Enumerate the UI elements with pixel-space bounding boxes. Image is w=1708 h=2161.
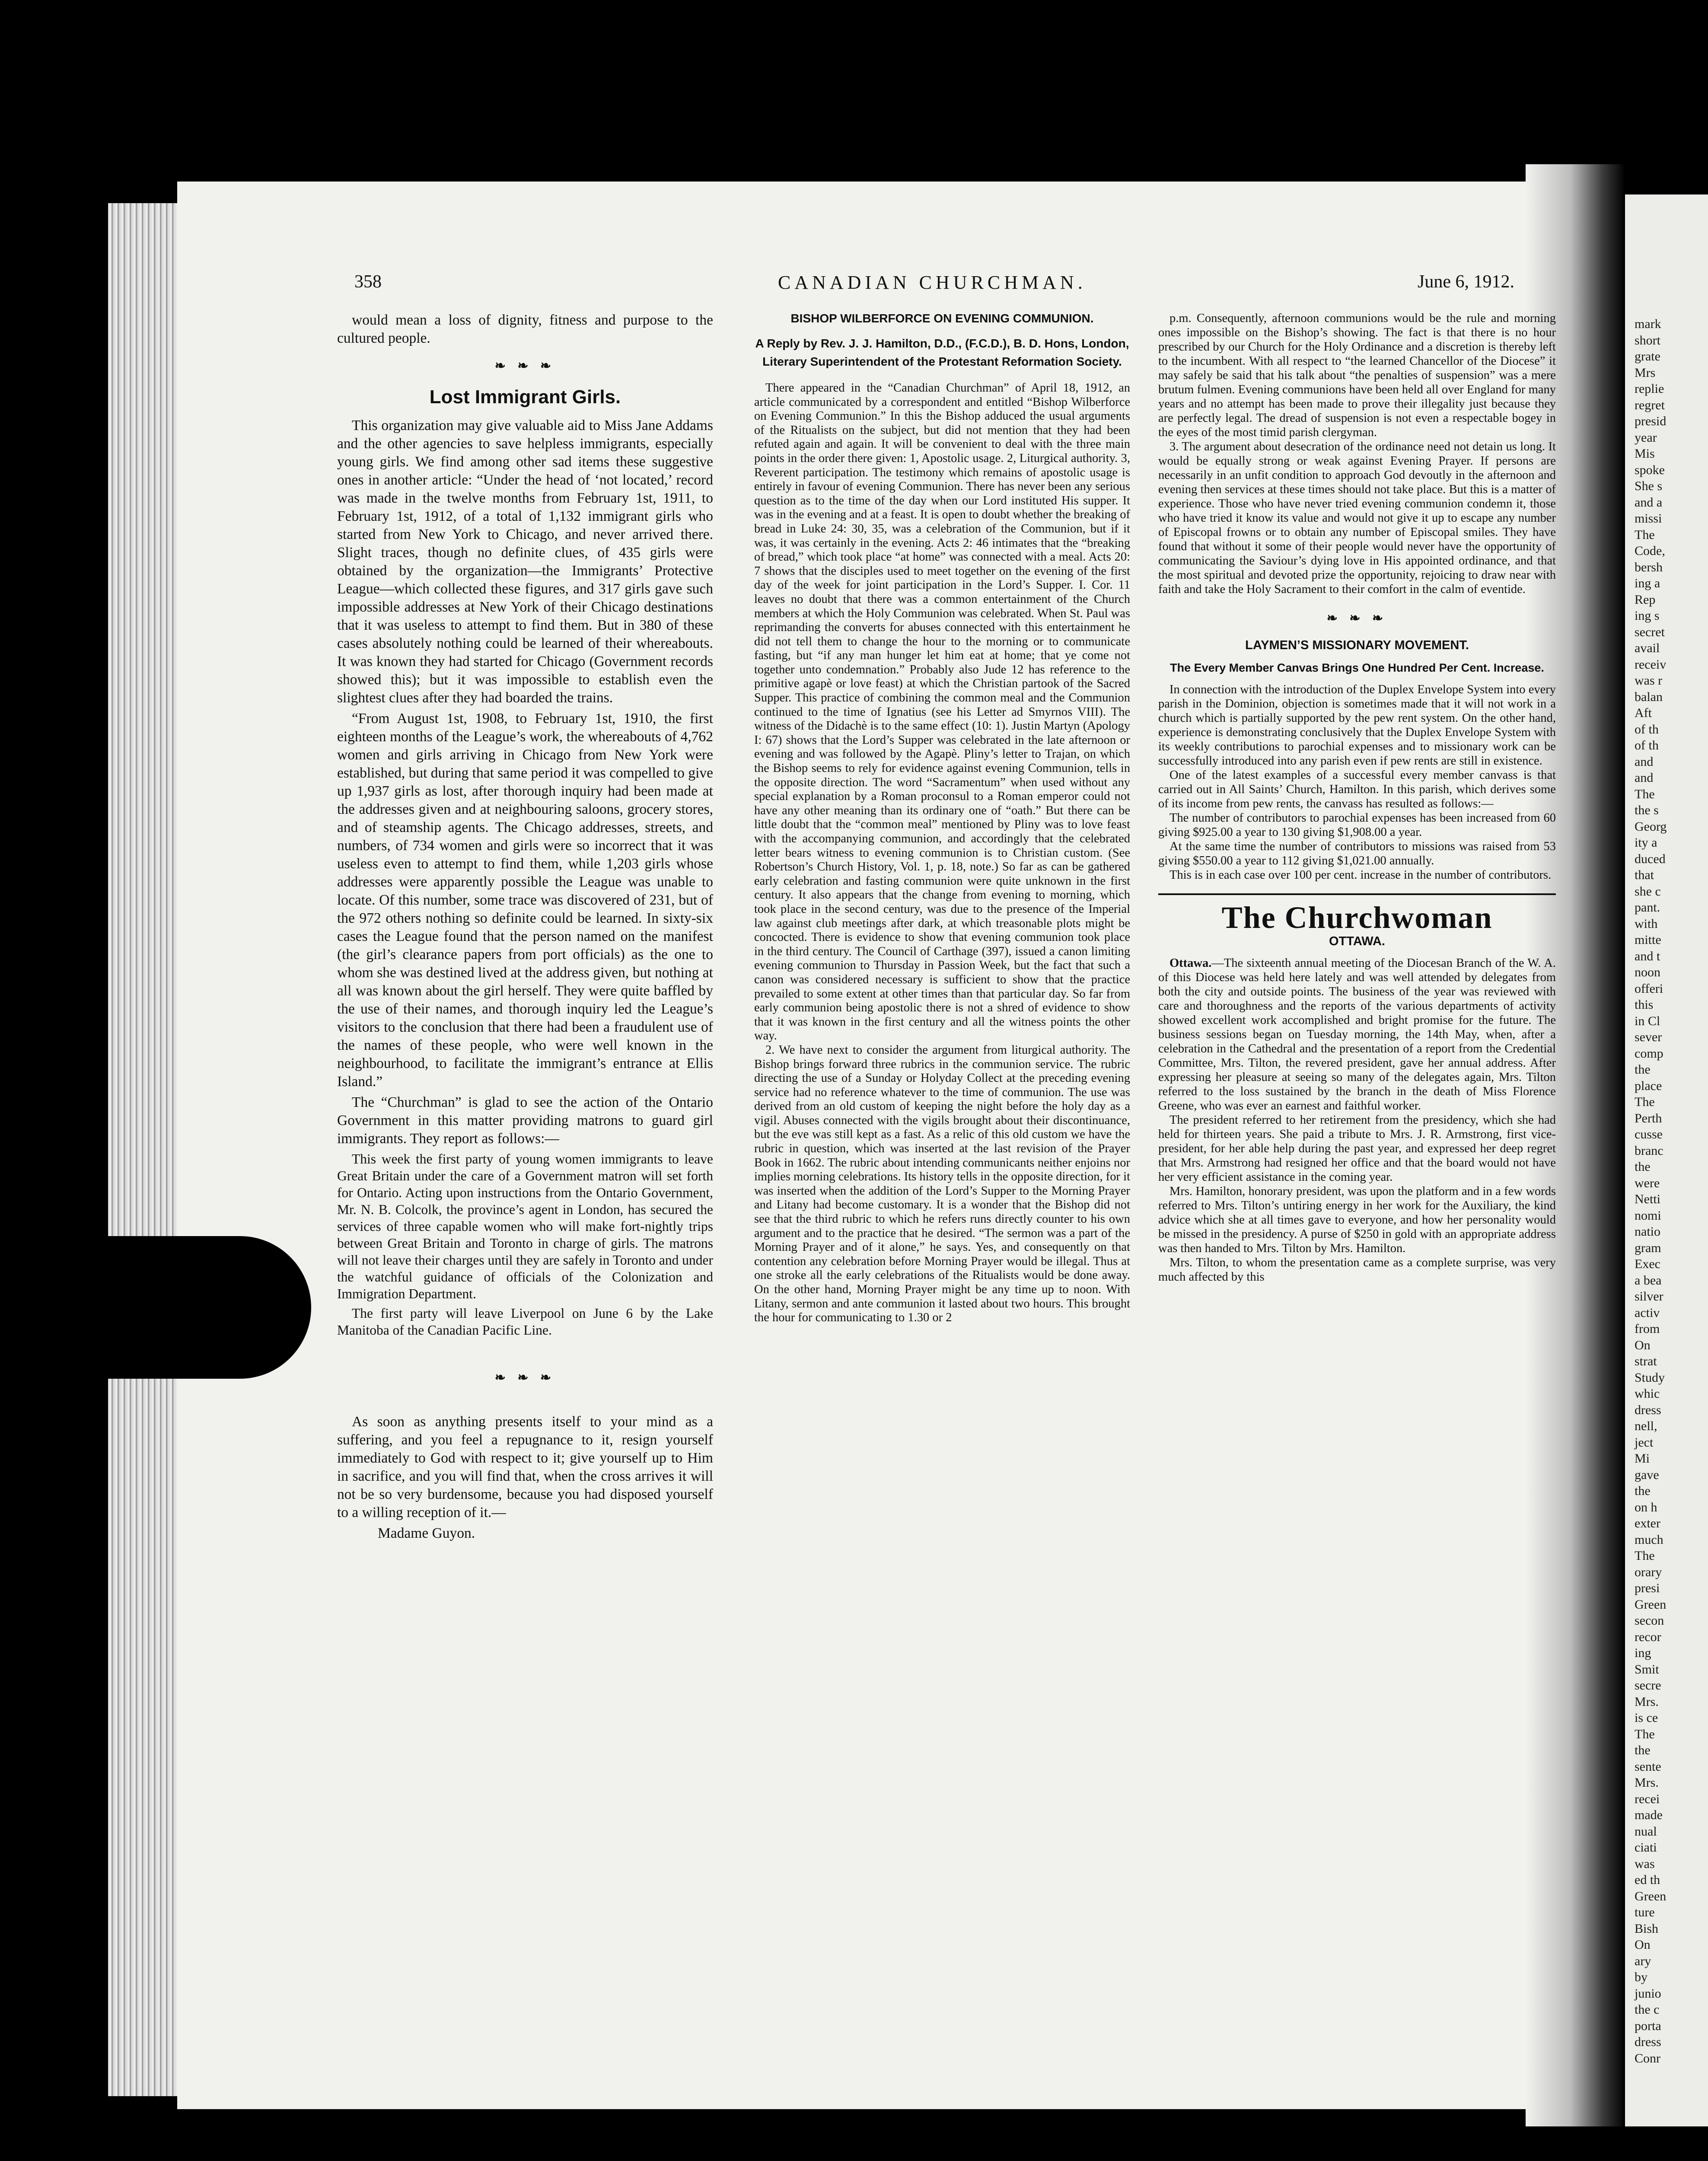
paragraph: One of the latest examples of a successful every member canvass is that carried out in All Saints’ Church, Hamilton. In this parish, which derives some of its income from pew rents, the canvass has resulted as follows:— xyxy=(1158,768,1556,810)
facing-page-fragment: secre xyxy=(1635,1678,1661,1692)
facing-page-fragment: receiv xyxy=(1635,657,1667,672)
section-separator: ❧ ❧ ❧ xyxy=(494,359,556,373)
facing-page-fragment: she c xyxy=(1635,884,1661,899)
facing-page-fragment: nual xyxy=(1635,1824,1657,1839)
facing-page-fragment: nomi xyxy=(1635,1208,1661,1223)
facing-page-fragment: much xyxy=(1635,1532,1663,1547)
facing-page-fragment: ciati xyxy=(1635,1840,1657,1855)
masthead: CANADIAN CHURCHMAN. xyxy=(778,272,1087,293)
facing-page-fragment: Conr xyxy=(1635,2051,1660,2065)
facing-page-fragment: Study xyxy=(1635,1370,1665,1385)
facing-page-fragment: natio xyxy=(1635,1224,1660,1239)
facing-page-fragment: The xyxy=(1635,1727,1655,1741)
facing-page-fragment: The xyxy=(1635,1095,1655,1109)
paragraph: p.m. Consequently, afternoon communions would be the rule and morning ones impossible on the Bishop’s showing. The fact is that there is no hour prescribed by our Church for the Holy Ordinance and a discretion is thereby left to the incumbent. With all respect to “the learned Chancellor of the Diocese” it may safely be said that his talk about “the penalties of suspension” was a mere brutum fulmen. Evening communions have been held all over England for many years and no attempt has been made to prove their illegality just because they are perfectly legal. The dread of suspension is not even a respectable bogey in the eyes of the most timid parish clergyman. xyxy=(1158,312,1556,439)
facing-page-fragment: dress xyxy=(1635,1402,1661,1417)
facing-page xyxy=(1625,194,1708,2126)
facing-page-fragment: made xyxy=(1635,1808,1663,1822)
facing-page-fragment: The xyxy=(1635,527,1655,542)
facing-page-fragment: Aft xyxy=(1635,706,1652,720)
facing-page-fragment: ing s xyxy=(1635,609,1660,623)
facing-page-fragment: recor xyxy=(1635,1629,1661,1644)
facing-page-fragment: presi xyxy=(1635,1581,1660,1595)
paragraph xyxy=(1158,956,1556,1113)
paragraph: Mrs. Hamilton, honorary president, was upon the platform and in a few words referred to Mrs. Tilton’s untiring energy in her work for the Auxiliary, the kind advice which she at all times gave to everyone, and how her personality would be missed in the presidency. A purse of $250 in gold with an appropriate address was then handed to Mrs. Tilton by Mrs. Hamilton. xyxy=(1158,1185,1556,1255)
facing-page-fragment: ject xyxy=(1635,1435,1654,1450)
facing-page-fragment: the xyxy=(1635,1160,1651,1174)
facing-page-fragment: short xyxy=(1635,333,1660,347)
facing-page-fragment: Rep xyxy=(1635,592,1656,607)
facing-page-fragment: Green xyxy=(1635,1597,1667,1612)
quotation-attribution: Madame Guyon. xyxy=(378,1525,475,1541)
facing-page-fragment: were xyxy=(1635,1176,1660,1190)
facing-page-fragment: year xyxy=(1635,430,1657,445)
facing-page-fragment: Green xyxy=(1635,1889,1667,1903)
facing-page-fragment: spoke xyxy=(1635,462,1665,477)
facing-page-fragment: with xyxy=(1635,916,1658,931)
facing-page-fragment: the c xyxy=(1635,2002,1660,2017)
facing-page-fragment: pant. xyxy=(1635,900,1660,915)
dateline: Ottawa. xyxy=(1169,956,1212,970)
scan-border-left xyxy=(0,0,108,2161)
column-1 xyxy=(337,311,713,1545)
page-number: 358 xyxy=(354,272,382,292)
quoted-paragraph: The first party will leave Liverpool on June 6 by the Lake Manitoba of the Canadian Pacific Line. xyxy=(337,1306,713,1338)
article-subtitle: The Every Member Canvas Brings One Hundred Per Cent. Increase. xyxy=(1170,661,1544,674)
facing-page-fragment: ity a xyxy=(1635,835,1657,850)
facing-page-fragment: mitte xyxy=(1635,933,1661,947)
facing-page-fragment: grate xyxy=(1635,349,1660,363)
article-title-lost-immigrant-girls: Lost Immigrant Girls. xyxy=(429,386,621,408)
paragraph: At the same time the number of contributors to missions was raised from 53 giving $550.00 a year to 112 giving $1,021.00 annually. xyxy=(1158,840,1556,867)
facing-page-fragment: Exec xyxy=(1635,1257,1660,1271)
facing-page-fragment: the xyxy=(1635,1484,1651,1498)
facing-page-fragment: duced xyxy=(1635,851,1666,866)
facing-page-fragment: on h xyxy=(1635,1500,1657,1514)
facing-page-fragment: junio xyxy=(1635,1986,1661,2001)
facing-page-fragment: She s xyxy=(1635,479,1663,493)
facing-page-fragment: sever xyxy=(1635,1030,1662,1044)
facing-page-fragment: noon xyxy=(1635,965,1660,979)
facing-page-fragment: activ xyxy=(1635,1305,1660,1320)
facing-page-fragment: strat xyxy=(1635,1354,1657,1368)
facing-page-fragment: was xyxy=(1635,1856,1655,1871)
facing-page-fragment: of th xyxy=(1635,738,1659,752)
facing-page-fragment: Netti xyxy=(1635,1192,1660,1206)
facing-page-fragment: Bish xyxy=(1635,1921,1659,1936)
article-title-evening-communion: BISHOP WILBERFORCE ON EVENING COMMUNION. xyxy=(790,312,1094,325)
paragraph: The number of contributors to parochial expenses has been increased from 60 giving $925.00 a year to 130 giving $1,908.00 a year. xyxy=(1158,811,1556,839)
facing-page-fragment: a bea xyxy=(1635,1273,1662,1288)
facing-page-fragment: the xyxy=(1635,1743,1651,1757)
facing-page-fragment: Mis xyxy=(1635,446,1655,461)
quotation-paragraph: As soon as anything presents itself to your mind as a suffering, and you feel a repugnance to it, resign yourself immediately to God with respect to it; give yourself up to Him in sacrifice, and you will find that, when the cross arrives it will not be so very burdensome, because you had disposed yourself to a willing reception of it.— xyxy=(337,1414,713,1520)
facing-page-fragment: dress xyxy=(1635,2035,1661,2049)
paragraph: 2. We have next to consider the argument from liturgical authority. The Bishop brings forward three rubrics in the communion service. The rubric directing the use of a Sunday or Holyday Collect at the preceding evening service had no reference whatever to the time of communion. The use was derived from an old custom of keeping the night before the holy day as a vigil. Abuses connected with the vigils brought about their discontinuance, but the eve was still kept as a fast. As a relic of this old custom we have the rubric in question, which was inserted at the last revision of the Prayer Book in 1662. The rubric about intending communicants neither enjoins nor implies morning celebrations. Its history tells in the opposite direction, for it was inserted when the addition of the Lord’s Supper to the Morning Prayer and Litany had become customary. It is a wonder that the Bishop did not see that the third rubric to which he refers runs directly counter to his own argument and to the practice that he desired. “The sermon was a part of the Morning Prayer and of it alone,” he says. Yes, and consequently on that contention any celebration before Morning Prayer would be illegal. Thus at one stroke all the early celebrations of the Ritualists would be done away. On the other hand, Morning Prayer might be any time up to noon. With Litany, sermon and ante communion it lasted about two hours. This brought the hour for communicating to 1.30 or 2 xyxy=(754,1043,1130,1325)
facing-page-fragment: offeri xyxy=(1635,981,1663,996)
facing-page-fragment: Mrs. xyxy=(1635,1694,1659,1709)
paragraph: This is in each case over 100 per cent. increase in the number of contributors. xyxy=(1169,868,1552,882)
quoted-paragraph: This week the first party of young women immigrants to leave Great Britain under the care of a Government matron will set forth for Ontario. Acting upon instructions from the Ontario Government, Mr. N. B. Colcolk, the province’s agent in London, has secured the services of three capable women who will make fort-nightly trips between Great Britain and Toronto in charge of girls. The matrons will not leave their charges until they are safely in Toronto and under the watchful guidance of officials of the Colonization and Immigration Department. xyxy=(337,1151,713,1301)
issue-date: June 6, 1912. xyxy=(1418,272,1514,292)
facing-page-fragment: ing xyxy=(1635,1646,1651,1660)
facing-page-fragment: silver xyxy=(1635,1289,1663,1304)
facing-page-fragment: of th xyxy=(1635,722,1659,736)
facing-page-fragment: Mrs. xyxy=(1635,1775,1659,1790)
facing-page-fragment: gram xyxy=(1635,1240,1661,1255)
section-title-churchwoman: The Churchwoman xyxy=(1221,900,1493,935)
paragraph-text: —The sixteenth annual meeting of the Diocesan Branch of the W. A. of this Diocese was held here lately and was well attended by delegates from both the city and outside points. The business of the year was reviewed with care and thoroughness and the reports of the various departments of activity showed excellent work accomplished and bright promise for the future. The business sessions began on Tuesday morning, the 14th May, when, after a celebration in the Cathedral and the presentation of a report from the Credential Committee, Mrs. Tilton, the revered president, gave her annual address. After expressing her pleasure at seeing so many of the delegates again, Mrs. Tilton referred to the loss sustained by the branch in the death of Miss Florence Greene, who was ever an earnest and faithful worker. xyxy=(1158,956,1556,1112)
facing-page-fragment: that xyxy=(1635,868,1654,882)
paragraph: In connection with the introduction of the Duplex Envelope System into every parish in the Dominion, objection is sometimes made that it will not work in a church which is partially supported by the pew rent system. On the other hand, experience is demonstrating conclusively that the Duplex Envelope System with its weekly contributions to parochial expenses and to missionary work can be successfully introduced into any parish even if pew rents are still in existence. xyxy=(1158,683,1556,768)
facing-page-fragment: missi xyxy=(1635,511,1662,526)
facing-page-fragment: On xyxy=(1635,1338,1651,1352)
facing-page-fragment: and t xyxy=(1635,949,1660,963)
section-separator: ❧ ❧ ❧ xyxy=(494,1371,556,1385)
facing-page-fragment: The xyxy=(1635,787,1655,801)
facing-page-fragment: by xyxy=(1635,1970,1647,1984)
paragraph: The “Churchman” is glad to see the action of the Ontario Government in this matter providing matrons to guard girl immigrants. They report as follows:— xyxy=(337,1094,713,1147)
facing-page-fragment: sente xyxy=(1635,1759,1661,1774)
section-separator: ❧ ❧ ❧ xyxy=(1326,611,1388,625)
facing-page-fragment: the xyxy=(1635,1062,1651,1077)
facing-page-fragment: exter xyxy=(1635,1516,1660,1530)
facing-page-fragment: Georg xyxy=(1635,819,1667,834)
facing-page-fragment: from xyxy=(1635,1322,1660,1336)
facing-page-fragment: Smit xyxy=(1635,1662,1659,1677)
facing-page-fragment: regret xyxy=(1635,398,1665,412)
facing-page-fragment: in Cl xyxy=(1635,1014,1660,1028)
paragraph: This organization may give valuable aid to Miss Jane Addams and the other agencies to save helpless immigrants, especially young girls. We find among other sad items these suggestive ones in another article: “Under the head of ‘not located,’ record was made in the twelve months from February 1st, 1911, to February 1st, 1912, of a total of 1,132 immigrant girls who started from New York to Chicago, and never arrived there. Slight traces, though no definite clues, of 435 girls were obtained by the organization—the Immigrants’ Protective League—which collected these figures, and 317 girls gave such impossible addresses at New York of their Chicago destinations that it was useless to attempt to find them. But in 380 of these cases absolutely nothing could be learned of their whereabouts. It was known they had started for Chicago (Government records showed this); but it was impossible to establish even the slightest clues after they had boarded the trains. xyxy=(337,418,713,706)
facing-page-fragment: Perth xyxy=(1635,1111,1662,1125)
facing-page-fragment: replie xyxy=(1635,382,1664,396)
column-3 xyxy=(1158,311,1556,1284)
article-title-laymens-missionary-movement: LAYMEN’S MISSIONARY MOVEMENT. xyxy=(1245,638,1469,652)
facing-page-fragment: Code, xyxy=(1635,544,1665,558)
facing-page-fragment: porta xyxy=(1635,2018,1661,2033)
facing-page-fragment: bersh xyxy=(1635,560,1663,574)
paragraph: 3. The argument about desecration of the ordinance need not detain us long. It would be equally strong or weak against Evening Prayer. If persons are necessarily in an unfit condition to approach God devoutly in the afternoon and evening then services at these times should not take place. But this is a matter of experience. Those who have never tried evening communion condemn it, those who have tried it know its value and would not give it up to escape any number of Episcopal frowns or to obtain any number of Episcopal smiles. They have found that without it some of their people would never have the opportunity of communicating the Saviour’s dying love in His appointed ordinance, and that the most spiritual and devoted prize the opportunity, rejoicing to draw near with faith and take the Holy Sacrament to their comfort in the calm of eventide. xyxy=(1158,440,1556,596)
carryover-text: would mean a loss of dignity, fitness and purpose to the cultured people. xyxy=(337,312,713,346)
facing-page-fragment: Mi xyxy=(1635,1451,1650,1466)
facing-page-fragment: balan xyxy=(1635,689,1663,704)
scanner-thumb xyxy=(0,1236,311,1379)
facing-page-fragment: avail xyxy=(1635,641,1660,655)
paragraph: The president referred to her retirement from the presidency, which she had held for thirteen years. She paid a tribute to Mrs. J. R. Armstrong, first vice-president, for her able help during the past year, and expressed her deep regret that Mrs. Armstrong had resigned her office and that the board would not have her very efficient assistance in the coming year. xyxy=(1158,1113,1556,1184)
facing-page-fragment: cusse xyxy=(1635,1127,1663,1141)
facing-page-fragment: presid xyxy=(1635,414,1667,428)
paragraph: There appeared in the “Canadian Churchman” of April 18, 1912, an article communicated by a correspondent and entitled “Bishop Wilberforce on Evening Communion.” In this the Bishop adduced the usual arguments of the Ritualists on the subject, but did not mention that they had been refuted again and again. It will be convenient to deal with the three main points in the order there given: 1, Apostolic usage. 2, Liturgical authority. 3, Reverent participation. The testimony which remains of apostolic usage is entirely in favour of evening Communion. There has never been any serious question as to the time of the day when our Lord instituted His supper. It was in the evening and at a feast. It is open to doubt whether the breaking of bread in Luke 24: 30, 35, was a celebration of the Communion, but if it was, it was certainly in the evening. Acts 2: 46 intimates that the “breaking of bread,” which took place “at home” was connected with a meal. Acts 20: 7 shows that the disciples used to meet together on the evening of the first day of the week for joint participation in the Lord’s Supper. I. Cor. 11 leaves no doubt that there was a common entertainment of the Church members at which the Holy Communion was celebrated. When St. Paul was reprimanding the converts for abuses connected with this entertainment he did not tell them to change the hour to the morning or to communicate fasting, but “if any man hunger let him eat at home; that ye come not together unto condemnation.” Probably also Jude 12 has reference to the primitive agapè or love feast) at which the Christian partook of the Sacred Supper. This practice of combining the common meal and the Communion continued to the time of Ignatius (see his Letter ad Smyrnos VIII). The witness of the Didachè is to the same effect (10: 1). Justin Martyn (Apology I: 67) shows that the Lord’s Supper was celebrated in the late afternoon or evening and was followed by the Agapè. Pliny’s letter to Trajan, on which the Bishop seems to rely for evidence against evening Communion, tells in the opposite direction. The word “Sacramentum” when used without any special explanation by a Roman proconsul to a Roman emperor could not have any other meaning than its ordinary one of “oath.” But there can be little doubt that the “common meal” mentioned by Pliny was to love feast with the accompanying communion, and accordingly that the celebrated letter bears witness to evening communion is to Christian custom. (See Robertson’s Church History, Vol. 1, p. 18, note.) So far as can be gathered early celebration and fasting communion were quite unknown in the first century. It also appears that the change from evening to morning, which took place in the second century, was due to the presence of the Imperial law against club meetings after dark, at which treasonable plots might be concocted. There is evidence to show that evening communion took place in the third century. The Council of Carthage (397), issued a canon limiting evening communion to Thursday in Passion Week, but the fact that such a canon was considered necessary is sufficient to show that the practice prevailed to some extent at other times than that particular day. So far from early communion being apostolic there is not a shred of evidence to show that it was known in the first century and all the witness points the other way. xyxy=(754,381,1130,1043)
facing-page-fragment: the s xyxy=(1635,803,1659,817)
facing-page-fragment: whic xyxy=(1635,1386,1660,1401)
paragraph: Mrs. Tilton, to whom the presentation came as a complete surprise, was very much affected by this xyxy=(1158,1256,1556,1284)
subsection-title-ottawa: OTTAWA. xyxy=(1329,934,1385,948)
section-rule xyxy=(1158,893,1556,895)
article-byline: A Reply by Rev. J. J. Hamilton, D.D., (F.C.D.), B. D. Hons, London, Literary Superintendent of the Protestant Reformation Society. xyxy=(755,337,1129,368)
facing-page-fragment: is ce xyxy=(1635,1711,1658,1725)
facing-page-fragment: and xyxy=(1635,771,1654,785)
facing-page-fragment: secon xyxy=(1635,1613,1664,1628)
column-2 xyxy=(754,311,1130,1325)
running-head xyxy=(354,271,1521,306)
facing-page-fragment: this xyxy=(1635,998,1654,1012)
facing-page-fragment: orary xyxy=(1635,1565,1662,1579)
facing-page-fragment: ary xyxy=(1635,1954,1651,1968)
facing-page-fragment: mark xyxy=(1635,317,1661,331)
facing-page-fragment: ing a xyxy=(1635,576,1660,590)
facing-page-fragment: gave xyxy=(1635,1467,1659,1482)
facing-page-fragment: Mrs xyxy=(1635,365,1656,380)
facing-page-fragment: branc xyxy=(1635,1143,1663,1158)
facing-page-fragment: The xyxy=(1635,1549,1655,1563)
facing-page-fragment: ed th xyxy=(1635,1873,1660,1887)
facing-page-fragment: nell, xyxy=(1635,1419,1657,1433)
facing-page-fragment: and xyxy=(1635,754,1654,769)
paragraph: “From August 1st, 1908, to February 1st, 1910, the first eighteen months of the League’s work, the whereabouts of 4,762 women and girls arriving in Chicago from New York were established, but during that same period it was compelled to give up 1,937 girls as lost, after thorough inquiry had been made at the addresses given and at neighbouring saloons, grocery stores, and of steamship agents. The Chicago addresses, streets, and numbers, of 734 women and girls were so incorrect that it was useless even to attempt to find them, while 1,203 girls whose addresses were apparently possible the League was unable to locate. Of this number, some trace was discovered of 231, but of the 972 others nothing so definite could be learned. In sixty-six cases the League found that the person named on the manifest (the girl’s clearance papers from port officials) as the one to whom she was destined lived at the address given, but nothing at all was known about the girl herself. They were quite baffled by the use of their names, and thorough inquiry led the League’s visitors to the conclusion that there had been a fraudulent use of the names of these people, who were well known in the neighbourhood, to facilitate the immigrant’s entrance at Ellis Island.” xyxy=(337,711,713,1090)
facing-page-fragment: was r xyxy=(1635,673,1663,688)
facing-page-fragment: and a xyxy=(1635,495,1663,510)
facing-page-fragment: place xyxy=(1635,1078,1662,1093)
facing-page-fragment: comp xyxy=(1635,1046,1663,1061)
facing-page-fragment: recei xyxy=(1635,1791,1660,1806)
facing-page-fragment: secret xyxy=(1635,625,1665,639)
facing-page-fragment: On xyxy=(1635,1938,1651,1952)
facing-page-fragment: ture xyxy=(1635,1905,1655,1919)
